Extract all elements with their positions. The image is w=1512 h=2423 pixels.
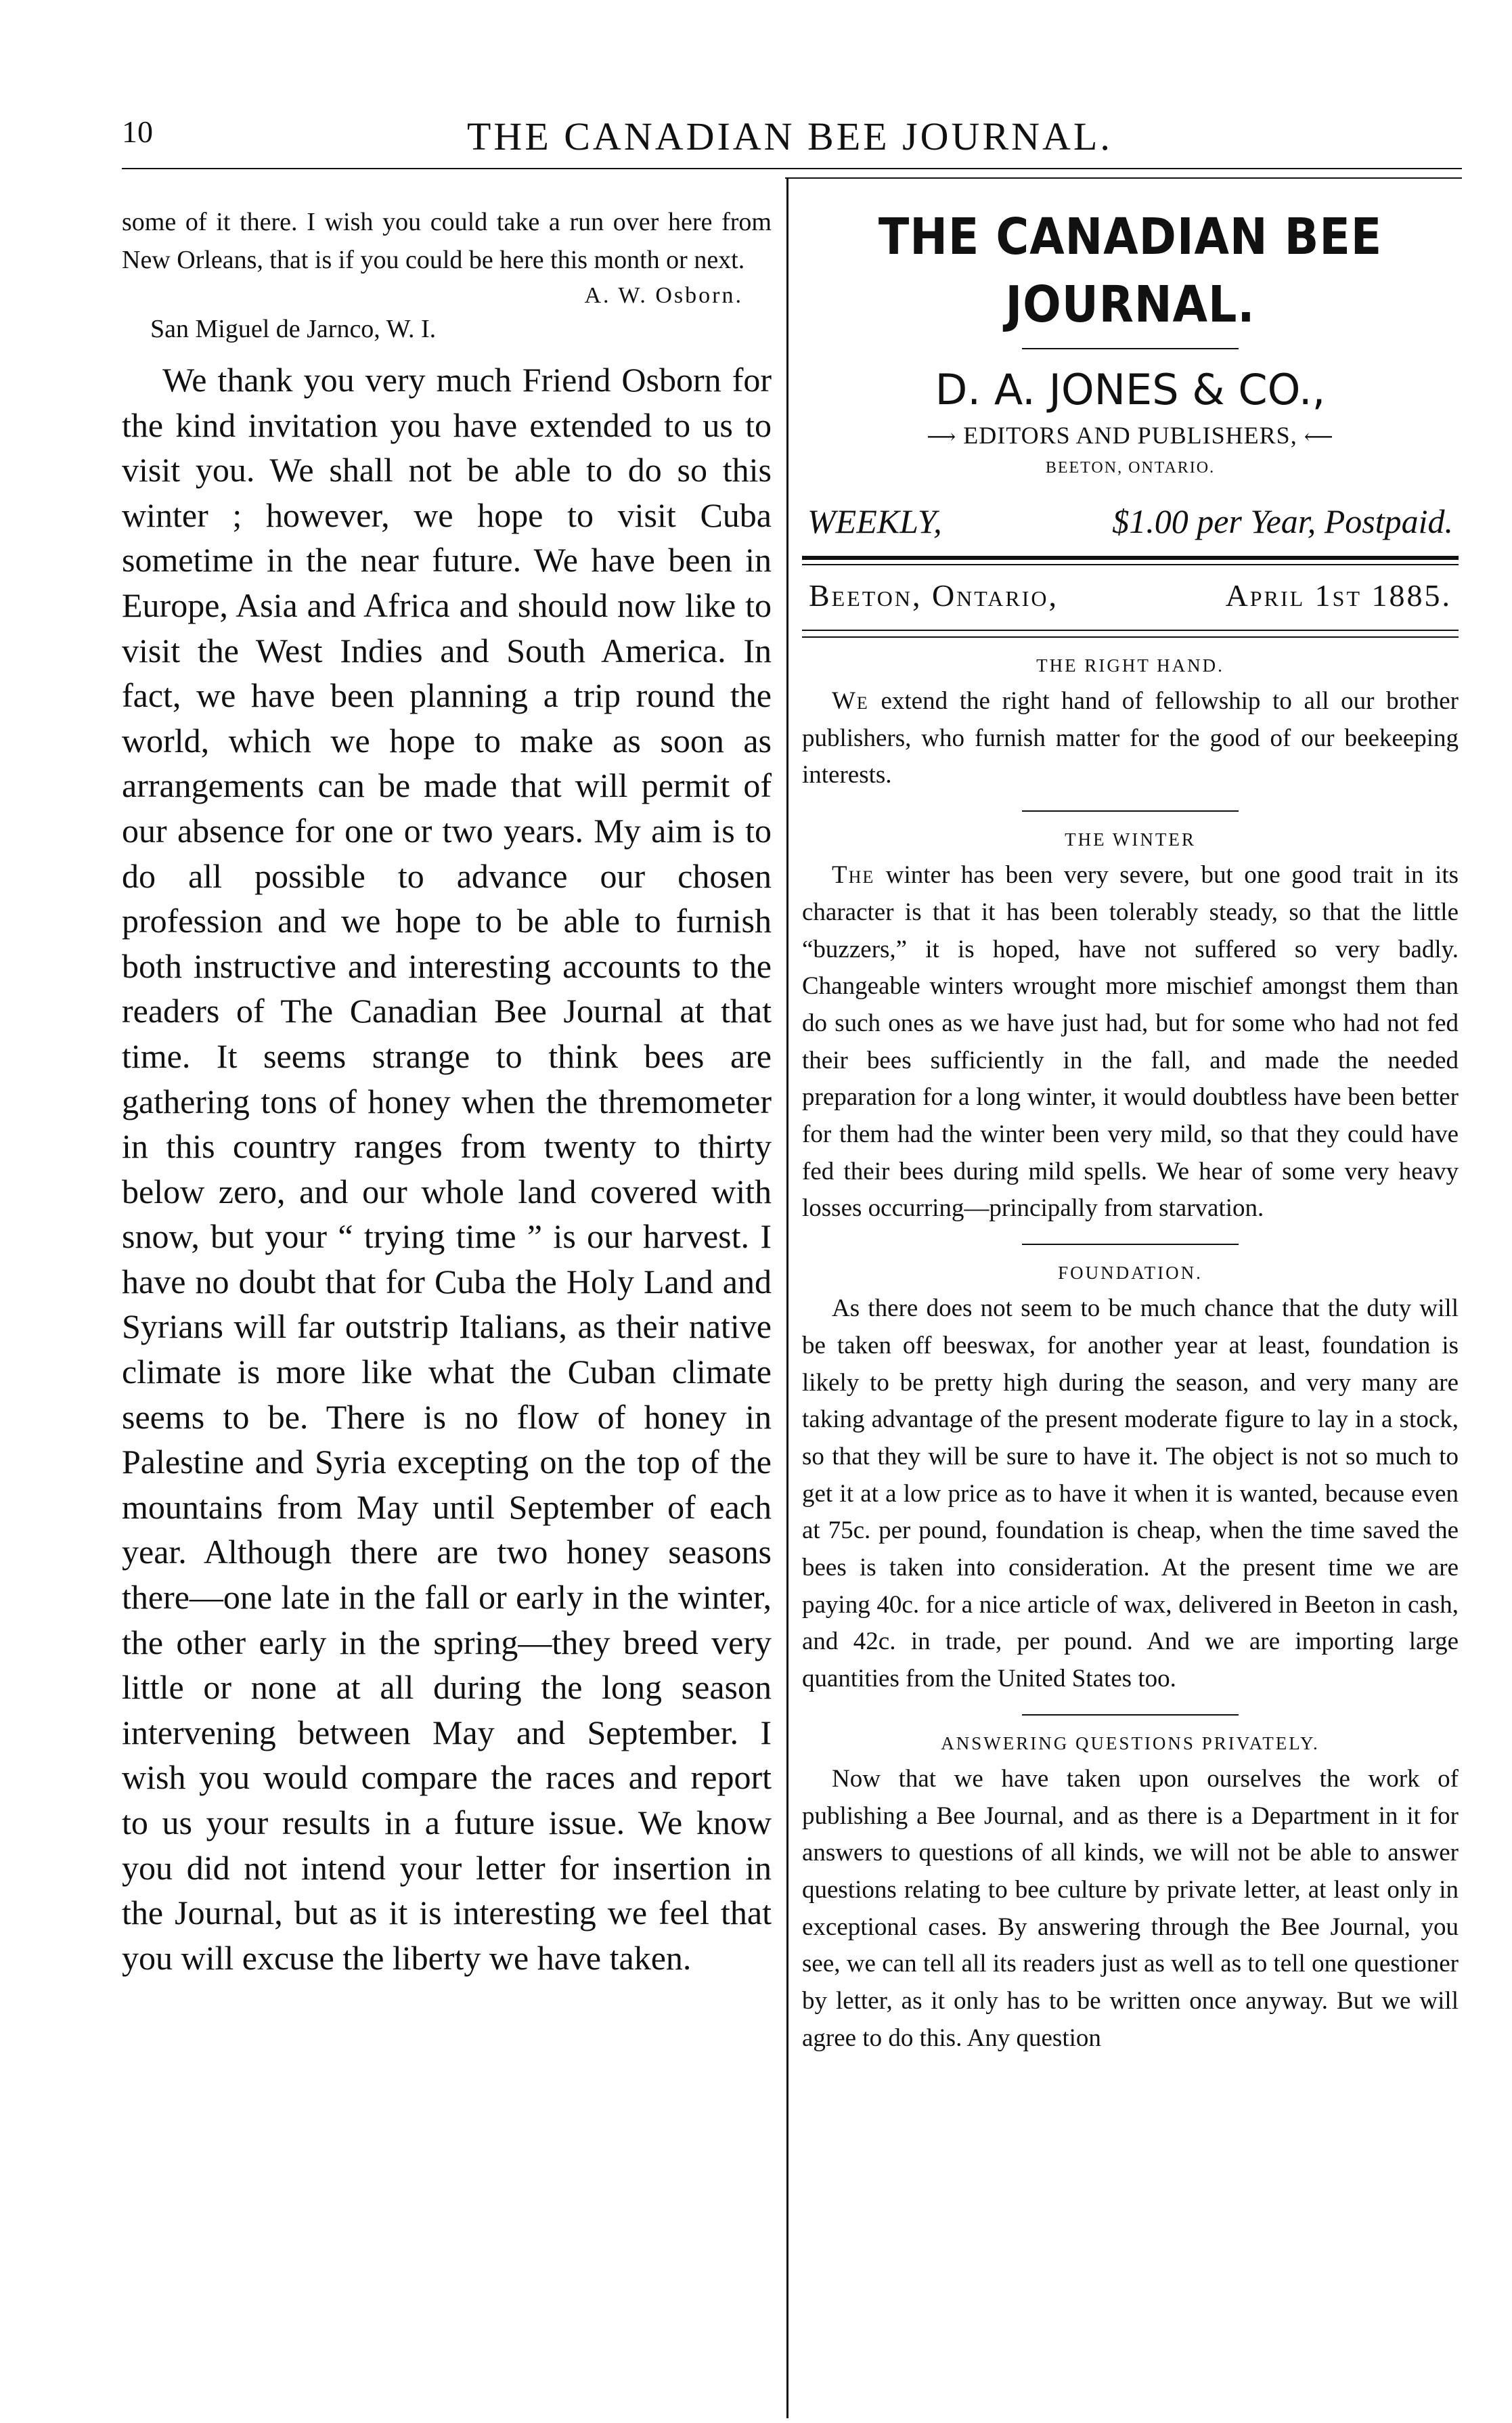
section-body [802,683,1459,794]
masthead-rule [1022,348,1239,349]
section-winter [802,829,1459,1245]
section-rule [1022,810,1239,812]
section-body [802,1290,1459,1698]
section-rule [1022,1714,1239,1716]
running-head [122,114,1462,161]
dateline-date: April 1st 1885. [1225,578,1452,613]
running-head-title: THE CANADIAN BEE JOURNAL. [467,114,1113,158]
column-divider [786,177,788,2418]
page-number: 10 [122,114,153,149]
section-body [802,857,1459,1227]
letter-signature: A. W. Osborn. [584,283,743,308]
section-text: extend the right hand of fellowship to all our brother publishers, who furnish matter for the good of our beekeeping interests. [802,687,1459,789]
section-lead: We [832,687,869,715]
section-text: Now that we have taken upon ourselves the work of publishing a Bee Journal, and as there is a Department in it for answers to questions of all kinds, we will not be able to answer questions relating to bee culture by private letter, at least only in exceptional cases. By answering through the Bee Journal, you see, we can tell all its readers just as well as to tell one questioner by letter, as it only has to be written once anyway. But we will agree to do this. Any question [802,1764,1459,2052]
right-column [802,203,1459,2057]
section-heading: ANSWERING QUESTIONS PRIVATELY. [941,1732,1320,1753]
dateline-place: Beeton, Ontario, [809,578,1059,613]
section-right-hand [802,655,1459,812]
section-lead: The [832,861,875,890]
publisher-place: BEETON, ONTARIO. [1045,459,1216,477]
section-heading: FOUNDATION. [1058,1263,1203,1284]
section-heading: THE WINTER [1065,829,1196,850]
section-foundation [802,1263,1459,1716]
letter-location: San Miguel de Jarnco, W. I. [150,315,437,343]
thick-rule [802,556,1459,560]
section-text: winter has been very severe, but one good trait in its character is that it has been tolerably steady, so that the little “buzzers,” it is hoped, have not suffered so very badly. Changeable winters wrought more mischief amongst them than do such ones as we have just had, but for some who had not fed their bees sufficiently in the fall, and made the needed preparation for a long winter, it would doubtless have been better for them had the winter been very mild, so that they could have fed their bees during mild spells. We hear of some very heavy losses occurring—principally from starvation. [802,861,1459,1223]
right-ornament-icon: ⟵ [1304,426,1334,448]
section-heading: THE RIGHT HAND. [1036,655,1224,676]
editors-label: EDITORS AND PUBLISHERS, [963,422,1297,449]
header-rule-secondary [785,177,1462,179]
section-rule [1022,1244,1239,1245]
section-text: As there does not seem to be much chance that the duty will be taken off beeswax, for another year at least, foundation is likely to be pretty high during the season, and very many are taking advantage of the present moderate figure to lay in a stock, so that they will be sure to have it. The object is not so much to get it at a low price as to have it when it is wanted, because even at 75c. per pound, foundation is cheap, when the time saved the bees is taken into consideration. At the present time we are paying 40c. for a nice article of wax, delivered in Beeton in cash, and 42c. in trade, per pound. And we are importing large quantities from the United States too. [802,1294,1459,1693]
publisher-name: D. A. JONES & CO., [935,365,1326,414]
left-column [122,203,772,1980]
dateline-rule-lower [802,636,1459,638]
subscription-line [802,502,1459,541]
section-answering-questions [802,1733,1459,2057]
dateline [802,577,1459,613]
dateline-rule [802,630,1459,631]
weekly-label: WEEKLY, [807,502,942,540]
editor-reply: We thank you very much Friend Osborn for the kind invitation you have extended to us to visit you. We shall not be able to do so this winter ; however, we hope to visit Cuba sometime in the near future. We have been in Europe, Asia and Africa and should now like to visit the West Indies and South America. In fact, we have been planning a trip round the world, which we hope to make as soon as arrangements can be made that will permit of our absence for one or two years. My aim is to do all possible to advance our chosen profession and we hope to be able to furnish both instructive and interesting accounts to the readers of The Canadian Bee Journal at that time. It seems strange to think bees are gathering tons of honey when the thremometer in this country ranges from twenty to thirty below zero, and our whole land covered with snow, but your “ trying time ” is our harvest. I have no doubt that for Cuba the Holy Land and Syrians will far outstrip Italians, as their native climate is more like what the Cuban climate seems to be. There is no flow of honey in Palestine and Syria excepting on the top of the mountains from May until September of each year. Although there are two honey seasons there—one late in the fall or early in the winter, the other early in the spring—they breed very little or none at all during the long season intervening between May and September. I wish you would compare the races and report to us your results in a future issue. We know you did not intend your letter for insertion in the Journal, but as it is interesting we feel that you will excuse the liberty we have taken. [122,361,772,1977]
masthead-title: THE CANADIAN BEE JOURNAL. [878,208,1383,334]
left-ornament-icon: ⟶ [927,426,957,448]
letter-ending: some of it there. I wish you could take a run over here from New Orleans, that is if you could be here this month or next. [122,208,772,274]
header-rule [122,168,1462,169]
editors-line [802,421,1459,450]
thin-rule [802,564,1459,565]
section-body [802,1761,1459,2057]
price-label: $1.00 per Year, Postpaid. [1112,502,1453,540]
